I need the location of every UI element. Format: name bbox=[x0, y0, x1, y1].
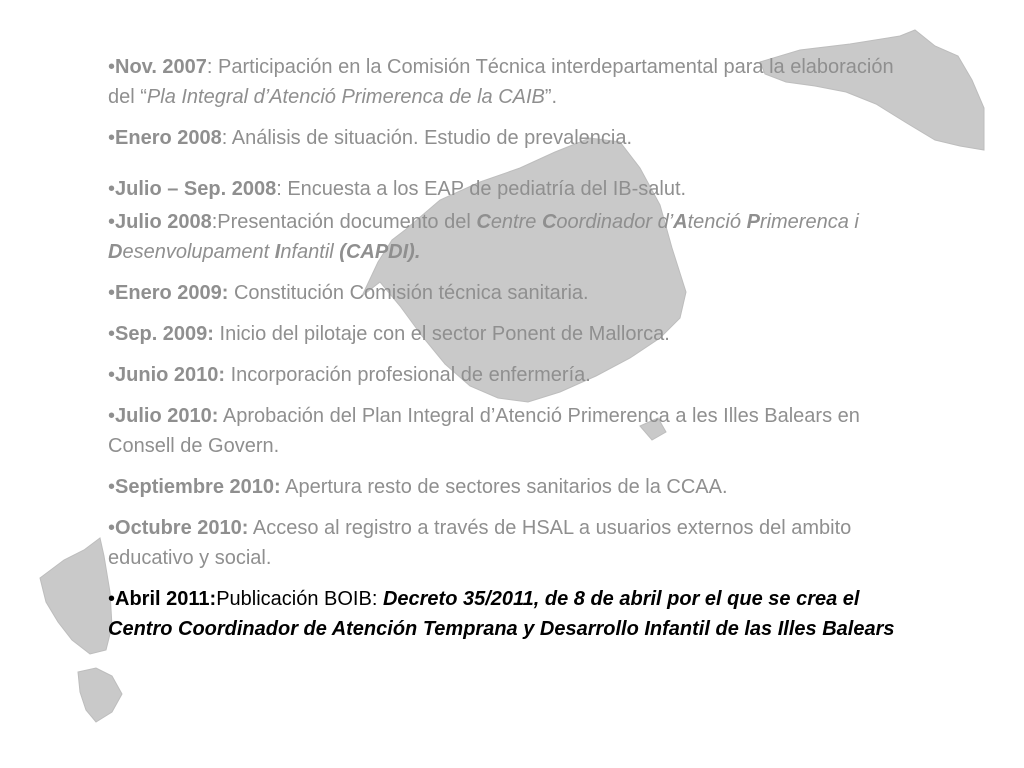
ibiza-island bbox=[40, 538, 112, 654]
entry-text: Inicio del pilotaje con el sector Ponent de Mallorca. bbox=[219, 323, 670, 345]
timeline-item-sep-2009 bbox=[108, 319, 908, 349]
entry-date: Septiembre 2010: bbox=[115, 476, 281, 498]
bullet: • bbox=[108, 405, 116, 427]
formentera-island bbox=[78, 668, 122, 722]
bullet: • bbox=[108, 364, 116, 386]
bullet: • bbox=[108, 211, 116, 233]
bullet: • bbox=[108, 588, 116, 610]
entry-title: Centre Coordinador d’Atenció Primerenca i Desenvolupament Infantil (CAPDI). bbox=[108, 211, 859, 263]
entry-date: Julio 2010: bbox=[115, 405, 219, 427]
entry-date: Junio 2010: bbox=[115, 364, 226, 386]
bullet: • bbox=[108, 323, 116, 345]
bullet: • bbox=[108, 517, 116, 539]
entry-text: Incorporación profesional de enfermería. bbox=[230, 364, 591, 386]
entry-date: Sep. 2009: bbox=[115, 323, 214, 345]
timeline-list bbox=[108, 52, 908, 655]
timeline-item-julio-2010 bbox=[108, 401, 908, 461]
timeline-item-enero-2009 bbox=[108, 278, 908, 308]
bullet: • bbox=[108, 56, 116, 78]
bullet: • bbox=[108, 127, 116, 149]
bullet: • bbox=[108, 178, 116, 200]
timeline-item-nov-2007: •Nov. 2007: Participación en la Comisión Técnica interdepartamental para la elaboración del “Pla Integral d’Atenció Primerenca de la CAIB”. bbox=[108, 56, 894, 108]
entry-text: Acceso al registro a través de HSAL a usuarios externos del ambito educativo y social. bbox=[108, 517, 852, 569]
timeline-item-septiembre-2010 bbox=[108, 472, 908, 502]
entry-date: Enero 2008 bbox=[115, 127, 222, 149]
entry-text: Presentación documento del bbox=[217, 211, 477, 233]
entry-title: Decreto 35/2011, de 8 de abril por el que se crea el Centro Coordinador de Atención Temprana y Desarrollo Infantil de las Illes Balears bbox=[108, 588, 895, 640]
entry-acronym: (CAPDI). bbox=[339, 241, 421, 263]
entry-date: Octubre 2010: bbox=[115, 517, 249, 539]
timeline-item-abril-2011 bbox=[108, 584, 908, 644]
timeline-item-julio-sep-2008: •Julio – Sep. 2008: Encuesta a los EAP de pediatría del IB-salut. bbox=[108, 178, 687, 200]
entry-text: Apertura resto de sectores sanitarios de la CCAA. bbox=[285, 476, 728, 498]
entry-title: Pla Integral d’Atenció Primerenca de la CAIB bbox=[146, 86, 545, 108]
entry-text: Encuesta a los EAP de pediatría del IB-salut. bbox=[287, 178, 687, 200]
entry-date: Enero 2009: bbox=[115, 282, 229, 304]
bullet: • bbox=[108, 282, 116, 304]
timeline-item-junio-2010 bbox=[108, 360, 908, 390]
timeline-item-octubre-2010 bbox=[108, 513, 908, 573]
bullet: • bbox=[108, 476, 116, 498]
timeline-item-enero-2008: •Enero 2008: Análisis de situación. Estudio de prevalencia. bbox=[108, 127, 632, 149]
entry-text: Aprobación del Plan Integral d’Atenció Primerenca a les Illes Balears en Consell de Govern. bbox=[108, 405, 860, 457]
entry-date: Nov. 2007 bbox=[115, 56, 207, 78]
entry-date: Abril 2011: bbox=[115, 588, 217, 610]
timeline-item-julio-2008: •Julio 2008:Presentación documento del Centre Coordinador d’Atenció Primerenca i Desenvolupament Infantil (CAPDI). bbox=[108, 211, 859, 263]
entry-text: Publicación BOIB: bbox=[216, 588, 383, 610]
entry-text: Constitución Comisión técnica sanitaria. bbox=[233, 282, 589, 304]
entry-text: Participación en la Comisión Técnica interdepartamental para la elaboración del “ bbox=[108, 56, 894, 108]
entry-date: Julio – Sep. 2008 bbox=[115, 178, 277, 200]
entry-text: Análisis de situación. Estudio de prevalencia. bbox=[231, 127, 632, 149]
entry-date: Julio 2008 bbox=[115, 211, 212, 233]
